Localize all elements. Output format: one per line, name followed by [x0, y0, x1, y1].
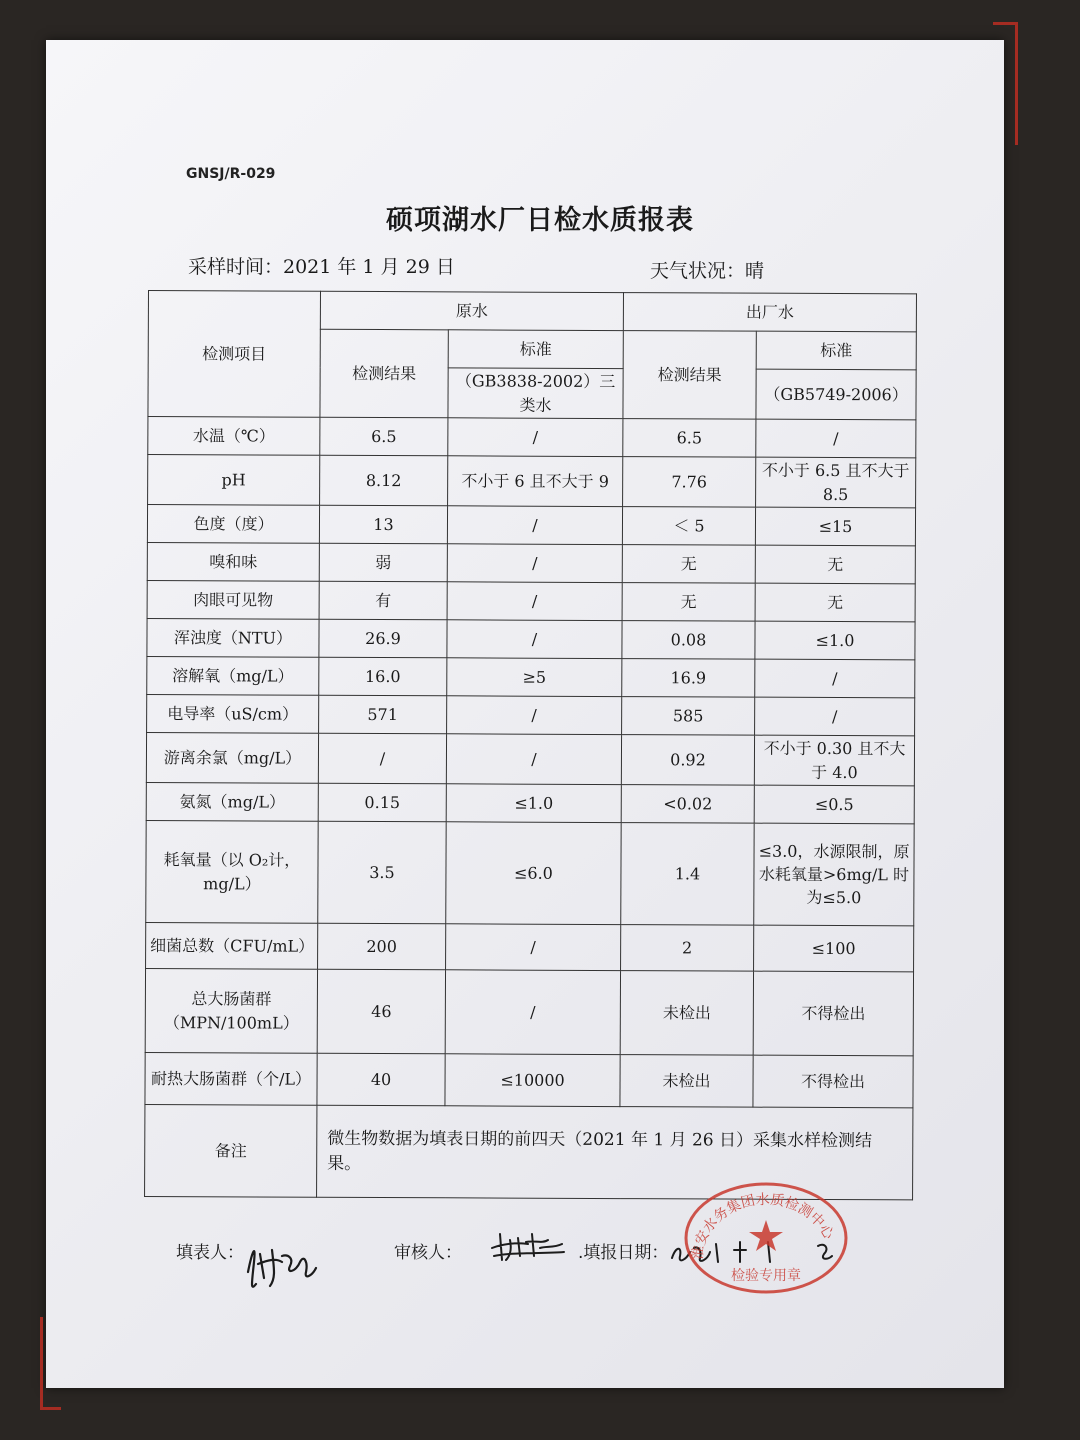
out-standard-cell: 不得检出: [753, 1055, 913, 1108]
out-result-cell: 0.08: [622, 621, 755, 660]
item-cell: 电导率（uS/cm）: [147, 694, 319, 733]
out-standard-name: （GB5749-2006）: [756, 369, 916, 420]
out-result-cell: 6.5: [623, 419, 756, 458]
raw-result-cell: 3.5: [318, 821, 446, 924]
reviewer-signature: [488, 1226, 568, 1266]
table-row: [146, 732, 914, 785]
raw-standard-cell: /: [447, 506, 622, 545]
out-standard-cell: 不小于 0.30 且不大于 4.0: [754, 735, 914, 786]
raw-result-cell: 571: [319, 695, 447, 734]
table-row: [147, 542, 915, 583]
out-result-cell: 2: [621, 925, 754, 972]
raw-result-cell: 40: [317, 1053, 445, 1106]
out-standard-cell: /: [755, 659, 915, 698]
raw-standard-cell: /: [446, 734, 621, 785]
table-row: [148, 455, 916, 508]
corner-mark-bottom-left: [40, 1317, 61, 1410]
table-row: [146, 922, 914, 971]
out-standard-cell: ≤100: [754, 925, 914, 972]
out-standard-cell: ≤15: [755, 507, 915, 546]
raw-result-cell: 200: [318, 923, 446, 970]
filler-signature: [242, 1232, 322, 1298]
out-standard-cell: 无: [755, 545, 915, 584]
report-table: [144, 290, 917, 1200]
corner-mark-top-right: [993, 22, 1018, 145]
raw-standard-name: （GB3838-2002）三类水: [448, 368, 623, 419]
out-result-cell: <0.02: [621, 785, 754, 824]
raw-result-cell: 有: [319, 581, 447, 620]
weather: 天气状况：晴: [650, 260, 765, 282]
raw-standard-cell: /: [447, 620, 622, 659]
sample-time: 采样时间：2021 年 1 月 29 日: [188, 256, 455, 278]
item-cell: 耗氧量（以 O₂计，mg/L）: [146, 820, 318, 923]
raw-result-cell: 0.15: [318, 783, 446, 822]
report-table-wrap: [144, 290, 916, 1200]
item-cell: 总大肠菌群（MPN/100mL）: [145, 968, 317, 1053]
item-cell: 肉眼可见物: [147, 580, 319, 619]
raw-result-cell: 13: [319, 505, 447, 544]
raw-standard-cell: /: [446, 924, 621, 971]
raw-result-cell: 16.0: [319, 657, 447, 696]
item-cell: 耐热大肠菌群（个/L）: [145, 1052, 317, 1105]
svg-text:淮安水务集团水质检测中心: 淮安水务集团水质检测中心: [689, 1191, 837, 1261]
table-row: [146, 820, 914, 925]
table-row: [147, 580, 915, 621]
item-cell: 细菌总数（CFU/mL）: [146, 922, 318, 969]
out-result-cell: 585: [622, 697, 755, 736]
item-cell: 水温（℃）: [148, 417, 320, 456]
table-row: [147, 656, 915, 697]
item-cell: 嗅和味: [147, 542, 319, 581]
raw-standard-cell: /: [447, 696, 622, 735]
table-row: [147, 694, 915, 735]
date-label: .填报日期：: [578, 1243, 669, 1263]
remark-text: 微生物数据为填表日期的前四天（2021 年 1 月 26 日）采集水样检测结果。: [317, 1105, 913, 1200]
raw-standard-cell: ≥5: [447, 658, 622, 697]
raw-result-cell: 46: [317, 969, 445, 1054]
out-result-cell: ＜ 5: [622, 507, 755, 546]
raw-standard-cell: /: [445, 970, 620, 1055]
table-row: [145, 968, 913, 1055]
raw-result-cell: 8.12: [320, 455, 448, 506]
header-out-standard: 标准: [756, 331, 916, 370]
item-cell: 氨氮（mg/L）: [146, 782, 318, 821]
remark-label: 备注: [145, 1104, 317, 1197]
header-out-water: 出厂水: [623, 293, 916, 332]
reviewer-label: 审核人：: [394, 1243, 462, 1263]
item-cell: 溶解氧（mg/L）: [147, 656, 319, 695]
table-row: [146, 782, 914, 823]
raw-standard-cell: /: [448, 418, 623, 457]
item-cell: pH: [148, 455, 320, 506]
out-standard-cell: /: [755, 697, 915, 736]
table-row: [147, 618, 915, 659]
out-result-cell: 7.76: [623, 457, 756, 508]
raw-result-cell: 6.5: [320, 417, 448, 456]
raw-result-cell: /: [318, 733, 446, 784]
out-result-cell: 0.92: [621, 735, 754, 786]
table-row: [147, 505, 915, 546]
header-raw-result: 检测结果: [320, 329, 448, 418]
filler-label: 填表人：: [176, 1243, 244, 1263]
raw-standard-cell: /: [447, 544, 622, 583]
raw-standard-cell: ≤6.0: [446, 822, 621, 925]
header-raw-water: 原水: [320, 291, 623, 330]
raw-standard-cell: ≤1.0: [446, 784, 621, 823]
raw-result-cell: 弱: [319, 543, 447, 582]
header-out-result: 检测结果: [623, 331, 756, 420]
raw-standard-cell: /: [447, 582, 622, 621]
document-code: GNSJ/R-029: [186, 166, 276, 182]
header-item: 检测项目: [148, 291, 321, 418]
out-result-cell: 16.9: [622, 659, 755, 698]
out-result-cell: 未检出: [620, 971, 753, 1056]
header-raw-standard: 标准: [448, 330, 623, 369]
item-cell: 游离余氯（mg/L）: [146, 732, 318, 783]
document-title: 硕项湖水厂日检水质报表: [386, 205, 694, 236]
item-cell: 浑浊度（NTU）: [147, 618, 319, 657]
official-seal: [680, 1180, 852, 1296]
out-standard-cell: 不小于 6.5 且不大于 8.5: [756, 457, 916, 508]
out-standard-cell: ≤0.5: [754, 785, 914, 824]
out-standard-cell: /: [756, 419, 916, 458]
out-result-cell: 1.4: [621, 823, 754, 926]
out-standard-cell: 不得检出: [753, 971, 913, 1056]
out-standard-cell: 无: [755, 583, 915, 622]
svg-text:检验专用章: 检验专用章: [731, 1268, 801, 1284]
table-row: [145, 1052, 913, 1107]
raw-standard-cell: 不小于 6 且不大于 9: [448, 456, 623, 507]
out-result-cell: 未检出: [620, 1055, 753, 1108]
out-result-cell: 无: [622, 583, 755, 622]
out-standard-cell: ≤3.0，水源限制，原水耗氧量>6mg/L 时为≤5.0: [754, 823, 914, 926]
out-standard-cell: ≤1.0: [755, 621, 915, 660]
table-row: [148, 417, 916, 458]
raw-standard-cell: ≤10000: [445, 1054, 620, 1107]
raw-result-cell: 26.9: [319, 619, 447, 658]
out-result-cell: 无: [622, 545, 755, 584]
item-cell: 色度（度）: [147, 505, 319, 544]
